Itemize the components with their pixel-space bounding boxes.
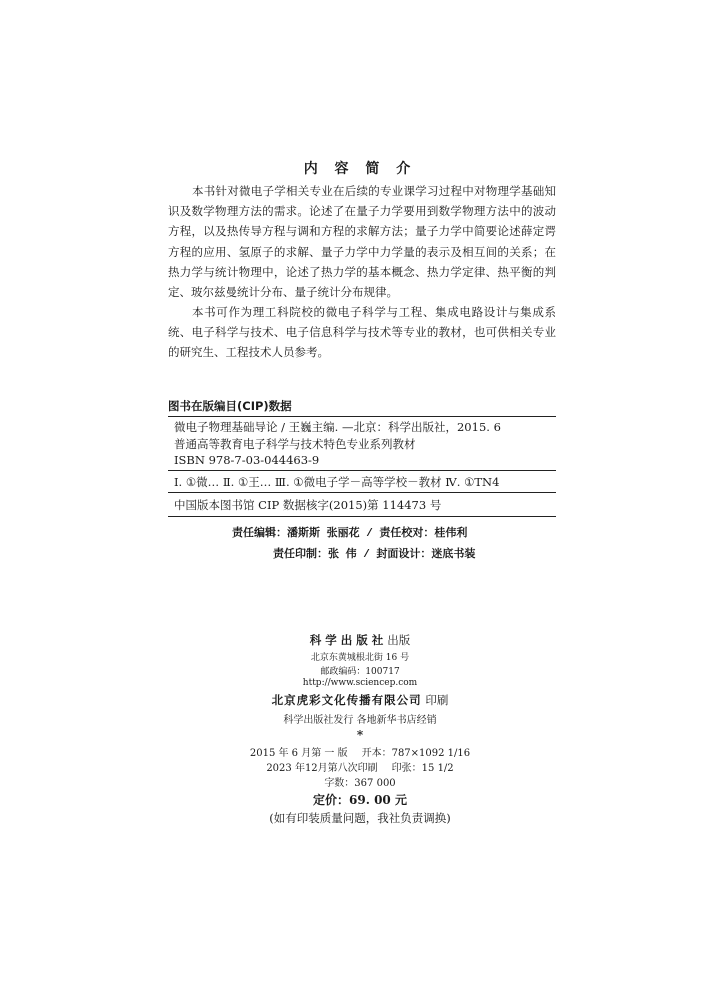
cip-book-entry: 微电子物理基础导论 / 王巍主编. —北京：科学出版社，2015. 6 xyxy=(174,420,501,434)
divider xyxy=(168,492,556,493)
book-format: 开本：787×1092 1/16 xyxy=(361,748,471,759)
edition-date: 2015 年 6 月第 一 版 xyxy=(249,748,348,759)
printer-line xyxy=(0,692,720,708)
cip-record-number: 中国版本图书馆 CIP 数据核字(2015)第 114473 号 xyxy=(174,498,442,512)
publisher-action: 出版 xyxy=(387,633,411,647)
printer-name: 北京虎彩文化传播有限公司 xyxy=(271,693,422,707)
divider xyxy=(168,470,556,471)
word-count: 字数：367 000 xyxy=(324,778,396,789)
credits-editors: 责任编辑：潘斯斯 张丽花 / 责任校对：桂伟利 xyxy=(232,528,468,540)
distribution-line: 科学出版社发行 各地新华书店经销 xyxy=(283,715,437,726)
publisher-url: http://www.sciencep.com xyxy=(302,678,418,688)
separator-star: * xyxy=(356,728,364,742)
cip-isbn: ISBN 978-7-03-044463-9 xyxy=(174,453,320,467)
intro-paragraph-1: 本书针对微电子学相关专业在后续的专业课学习过程中对物理学基础知识及数学物理方法的需求。论述了在量子力学要用到数学物理方法中的波动方程，以及热传导方程与调和方程的求解方法；量子力学中简要论述薛定谔方程的应用、氢原子的求解、量子力学中力学量的表示及相互间的关系；在热力学与统计物理中，论述了热力学的基本概念、热力学定律、热平衡的判定、玻尔兹曼统计分布、量子统计分布规律。 xyxy=(168,184,556,300)
publisher-postcode: 邮政编码：100717 xyxy=(320,667,400,677)
credits-printing-design: 责任印制：张 伟 / 封面设计：迷底书装 xyxy=(273,549,476,561)
printer-action: 印刷 xyxy=(425,693,449,707)
intro-paragraph-2: 本书可作为理工科院校的微电子科学与工程、集成电路设计与集成系统、电子科学与技术、电子信息科学与技术等专业的教材，也可供相关专业的研究生、工程技术人员参考。 xyxy=(168,305,556,360)
quality-note: (如有印装质量问题，我社负责调换) xyxy=(269,811,451,825)
print-sheets: 印张：15 1/2 xyxy=(391,763,454,774)
cip-series: 普通高等教育电子科学与技术特色专业系列教材 xyxy=(174,437,416,451)
divider xyxy=(168,516,556,517)
print-date: 2023 年12月第八次印刷 xyxy=(266,763,378,774)
intro-title: 内 容 简 介 xyxy=(303,161,417,177)
cip-title: 图书在版编目(CIP)数据 xyxy=(168,399,292,413)
divider xyxy=(168,416,556,417)
publisher-line xyxy=(0,632,720,648)
edition-line xyxy=(0,744,720,759)
cip-classification: Ⅰ. ①微… Ⅱ. ①王… Ⅲ. ①微电子学－高等学校－教材 Ⅳ. ①TN4 xyxy=(174,475,500,489)
publisher-address: 北京东黄城根北街 16 号 xyxy=(310,653,410,663)
printing-line xyxy=(0,759,720,774)
price: 定价：69. 00 元 xyxy=(313,793,407,807)
publisher-name: 科学出版社 xyxy=(309,633,388,647)
